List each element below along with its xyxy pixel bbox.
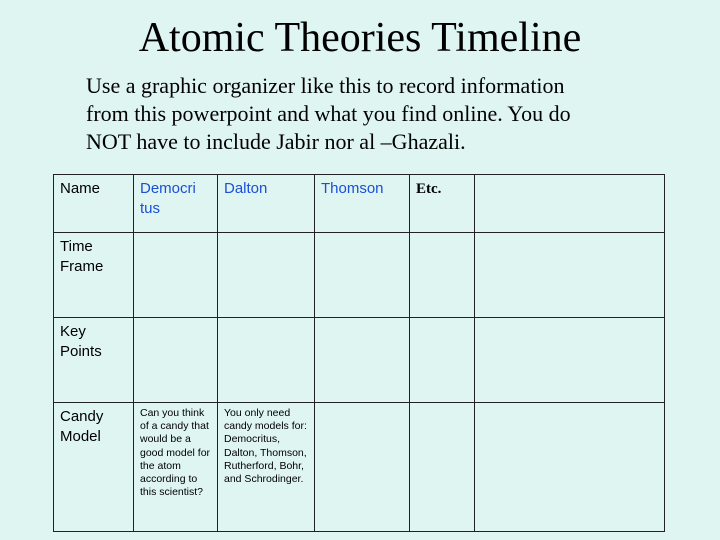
table-cell xyxy=(315,233,410,318)
slide-title: Atomic Theories Timeline xyxy=(138,15,582,61)
table-cell xyxy=(410,233,475,318)
row-label-time-frame: Time Frame xyxy=(54,233,134,318)
table-cell xyxy=(134,233,218,318)
header-thomson: Thomson xyxy=(315,175,410,233)
table-row-name xyxy=(54,175,665,233)
row-label-name: Name xyxy=(54,175,134,233)
table-row-candy-model xyxy=(54,403,665,532)
row-label-candy-model: Candy Model xyxy=(54,403,134,532)
header-dalton: Dalton xyxy=(218,175,315,233)
header-etc: Etc. xyxy=(410,175,475,233)
table-cell xyxy=(475,318,665,403)
intro-line: NOT have to include Jabir nor al –Ghazali. xyxy=(86,129,466,154)
intro-paragraph xyxy=(86,72,686,156)
table-cell xyxy=(475,403,665,532)
table-cell xyxy=(475,175,665,233)
candy-prompt-cell: Can you think of a candy that would be a good model for the atom according to this scientist? xyxy=(134,403,218,532)
intro-line: from this powerpoint and what you find online. You do xyxy=(86,101,571,126)
table-cell xyxy=(410,403,475,532)
table-cell xyxy=(315,403,410,532)
table-cell xyxy=(134,318,218,403)
table-cell xyxy=(410,318,475,403)
graphic-organizer-table xyxy=(53,174,665,532)
table-cell xyxy=(475,233,665,318)
table-cell xyxy=(218,233,315,318)
table-row-time-frame xyxy=(54,233,665,318)
intro-line: Use a graphic organizer like this to record information xyxy=(86,73,565,98)
row-label-key-points: Key Points xyxy=(54,318,134,403)
table-row-key-points xyxy=(54,318,665,403)
header-democritus: Democri tus xyxy=(134,175,218,233)
candy-note-cell: You only need candy models for: Democritus, Dalton, Thomson, Rutherford, Bohr, and Schrodinger. xyxy=(218,403,315,532)
table-cell xyxy=(315,318,410,403)
table-cell xyxy=(218,318,315,403)
